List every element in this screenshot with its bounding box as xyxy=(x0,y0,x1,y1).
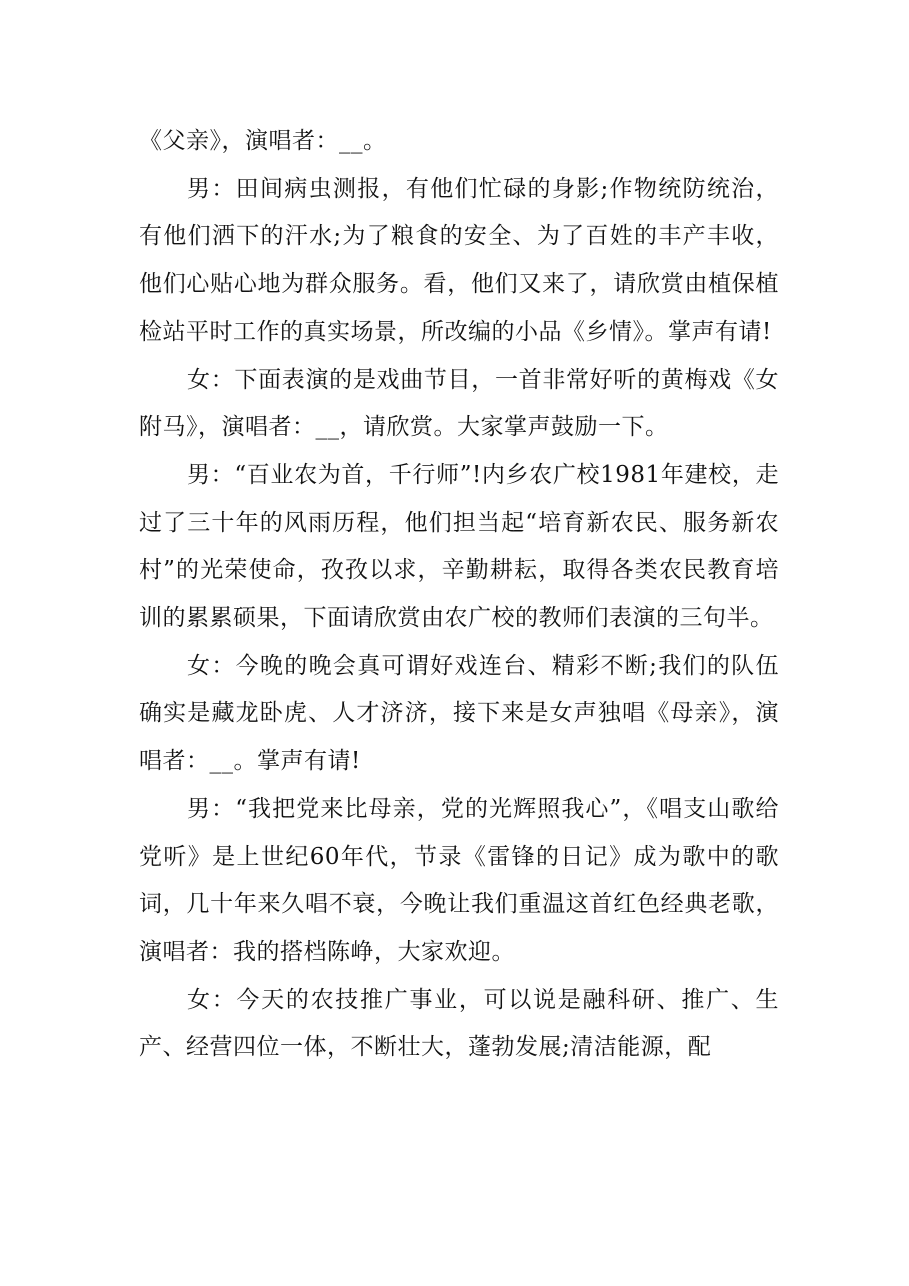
paragraph: 女：今天的农技推广事业，可以说是融科研、推广、生产、经营四位一体，不断壮大，蓬勃发展;清洁能源，配 xyxy=(139,986,779,1061)
document-body xyxy=(139,118,779,1072)
paragraph: 男：“我把党来比母亲，党的光辉照我心”，《唱支山歌给党听》是上世纪60年代，节录《雷锋的日记》成为歌中的歌词，几十年来久唱不衰，今晚让我们重温这首红色经典老歌，演唱者：我的搭档陈峥，大家欢迎。 xyxy=(139,795,779,965)
paragraph: 女：今晚的晚会真可谓好戏连台、精彩不断;我们的队伍确实是藏龙卧虎、人才济济，接下来是女声独唱《母亲》，演唱者：__。掌声有请! xyxy=(139,652,779,775)
paragraph: 女：下面表演的是戏曲节目，一首非常好听的黄梅戏《女附马》，演唱者：__，请欣赏。大家掌声鼓励一下。 xyxy=(139,366,779,441)
paragraph: 男：田间病虫测报，有他们忙碌的身影;作物统防统治，有他们洒下的汗水;为了粮食的安全、为了百姓的丰产丰收，他们心贴心地为群众服务。看，他们又来了，请欣赏由植保植检站平时工作的真实场景，所改编的小品《乡情》。掌声有请! xyxy=(139,175,779,345)
paragraph: 《父亲》，演唱者：__。 xyxy=(139,128,387,154)
paragraph: 男：“百业农为首，千行师”!内乡农广校1981年建校，走过了三十年的风雨历程，他们担当起“培育新农民、服务新农村”的光荣使命，孜孜以求，辛勤耕耘，取得各类农民教育培训的累累硕果，下面请欣赏由农广校的教师们表演的三句半。 xyxy=(139,461,779,632)
